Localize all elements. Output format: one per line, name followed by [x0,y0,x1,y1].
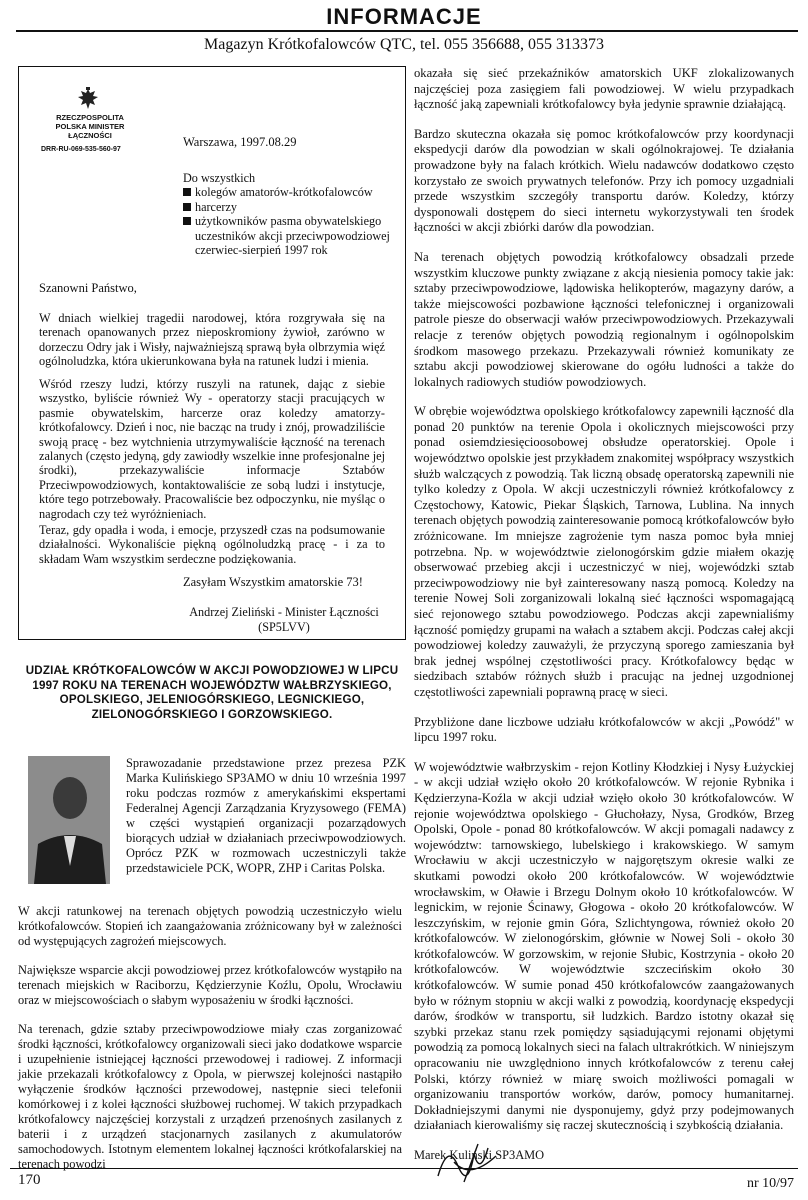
article-paragraph: Na terenach, gdzie sztaby przeciwpowodziowe miały czas zorganizować środki łączności, krótkofalowcy organizowali sieci jako dodatkowe wsparcie i uzupełnienie istniejącej łączności przewodowej i radiowej. Z informacji jakie przekazali krótkofalowcy z Opola, w pierwszej kolejności nastąpiło wyłączenie środków łączności przewodowej, następnie sieci telefonii komórkowej i z kolei łączności służbowej ruchomej. W takich przypadkach krótkofalowcy najczęściej korzystali z urządzeń przenośnych zasilanych z baterii i z urządzeń stacjonarnych zasilanych z akumulatorów samochodowych. Istotnym elementem lokalnej łączności krótkofalarskiej na terenach powodzi [18,1022,402,1172]
right-column [414,66,794,1164]
author-signature-text: Marek Kuliński SP3AMO [414,1148,545,1162]
article-paragraph: Bardzo skuteczna okazała się pomoc krótkofalowców przy koordynacji ekspedycji darów dla powodzian w skali ogólnokrajowej. Te działania prowadzone były na falach krótkich. Wielu nadawców dodatkowo często korzystało ze swoich prywatnych telefonów. Przy ich pomocy uzgadniali przede wszystkim szczegóły transportu darów. Koledzy, którzy dysponowali dostępem do sieci internetu wykorzystywali ten środek łączności w akcji zbiórki darów dla powodzian. [414,126,794,235]
letter-greeting: Szanowni Państwo, [39,281,137,295]
bullet-icon [183,203,191,211]
article-paragraph: okazała się sieć przekaźników amatorskich UKF zlokalizowanych najczęściej poza zasięgiem fali powodziowej. W wielu przypadkach łączność jaką zapewniali krótkofalowcy była jedynie sprawnie działającą. [414,66,794,112]
author-signature [414,1148,794,1164]
addressee-intro: Do wszystkich [183,171,256,185]
portrait-icon [28,756,110,884]
article-title: UDZIAŁ KRÓTKOFALOWCÓW W AKCJI POWODZIOWEJ W LIPCU 1997 ROKU NA TERENACH WOJEWÓDZTW WAŁBRZYSKIEGO, OPOLSKIEGO, JELENIOGÓRSKIEGO, LEGNICKIEGO, ZIELONOGÓRSKIEGO I GORZOWSKIEGO. [25,664,399,721]
article-paragraph: W akcji ratunkowej na terenach objętych powodzią uczestniczyło wielu krótkofalowców. Stopień ich zaangażowania zróżnicowany był w zależności od występujących zagrożeń miejscowych. [18,904,402,949]
section-title: INFORMACJE [326,4,482,29]
article-paragraph: Na terenach objętych powodzią krótkofalowcy obsadzali przede wszystkim kluczowe punkty związane z akcją niesienia pomocy takie jak: sztaby przeciwpowodziowe, lądowiska helikopterów, magazyny darów, a także miejscowości pozbawione łączności telefonicznej i organizowali patrole piesze do obserwacji wałów przeciwpowodziowych. Przekazywali relacje z terenów objętych powodzią regionalnym i ogólnopolskim środkom masowego przekazu. Przekazywali również komunikaty ze sztabu akcji powodziowej skierowane do ogółu ludności a także do lokalnych radiowych studiów powodziowych. [414,249,794,389]
intro-row [18,756,406,884]
article-paragraph: Przybliżone dane liczbowe udziału krótkofalowców w akcji „Powódź" w lipcu 1997 roku. [414,714,794,745]
letter-paragraph: W dniach wielkiej tragedii narodowej, która rozgrywała się na terenach opanowanych przez nieposkromiony żywioł, zarówno w dorzeczu Odry jak i Wisły, najważniejszą sprawą była olbrzymia więź ogólnoludzka, która ukierunkowana była na ratunek ludzi i mienia. [39,311,385,369]
ministry-header: RZECZPOSPOLITA POLSKA MINISTER ŁĄCZNOŚCI [55,113,125,140]
handwritten-signature-icon [434,1136,504,1188]
signature-name: Andrzej Zieliński - Minister Łączności [189,605,379,619]
recipient-text: kolegów amatorów-krótkofalowców [195,185,373,200]
recipient-text: użytkowników pasma obywatelskiego uczestników akcji przeciwpowodziowej czerwiec-sierpień 1997 rok [195,214,390,258]
bullet-icon [183,188,191,196]
author-photo [28,756,110,884]
left-column [18,66,406,1186]
article-paragraph: W województwie wałbrzyskim - rejon Kotliny Kłodzkiej i Nysy Łużyckiej - w akcji udział wzięło około 20 krótkofalowców. W rejonie Rybnika i Kędzierzyna-Koźla w akcji udział wzięło około 30 krótkofalowców. W rejonie województwa opolskiego - Głuchołazy, Nysa, Grodków, Brzeg Opolski, Opole - ponad 80 krótkofalowców. W akcji pomagali nadawcy z województw: tarnowskiego, lubelskiego i krakowskiego. W samym Wrocławiu w akcji uczestniczyło w najgorętszym okresie walki ze skutkami powodzi około 200 krótkofalowców. W województwie wrocławskim, w Oławie i Brzegu Dolnym około 10 krótkofalowców. W legnickim, w rejonie Ścinawy, Głogowa - około 20 krótkofalowców. W leszczyńskim, w rejonie gmin Góra, Szlichtyngowa, również około 20 krótkofalowców. W zielonogórskim, głównie w Nowej Soli - około 30 krótkofalowców. W gorzowskim, w rejonie Słubic, Kostrzynia - około 20 krótkofalowców. W województwie szczecińskim około 30 krótkofalowców. W sumie ponad 450 krótkofalowców zaangażowanych było w różnym stopniu w akcji walki z powodzią, koordynację ekspedycji darów, środków w transportu, sił ludzkich. Bardzo istotny okazał się szybki przekaz stanu rzek pomiędzy sąsiadującymi rejonami objętymi powodzią za pomocą lokalnych sieci na falach ultrakrótkich. W niniejszym opracowaniu nie uwzględniono innych krótkofalowców z terenu całej Polski, którzy również w miarę swoich możliwości pomagali w organizowaniu transportów worków, darów, pomocy humanitarnej. Dokładniejszymi danymi nie dysponujemy, gdyż przy podejmowanych działaniach kierowaliśmy się raczej skutecznością i szybkością działania. [414,759,794,1133]
recipient-item [183,185,393,199]
signature-callsign: (SP5LVV) [258,620,310,634]
issue-number: nr 10/97 [746,1176,794,1191]
recipient-text: harcerzy [195,199,237,214]
recipient-item [183,214,393,257]
letter-date: Warszawa, 1997.08.29 [183,135,297,149]
magazine-contact-line: Magazyn Krótkofalowców QTC, tel. 055 356688, 055 313373 [204,36,604,53]
article-body-left [18,904,402,1172]
article-paragraph: Największe wsparcie akcji powodziowej przez krótkofalowców wystąpiło na terenach miejskich w Raciborzu, Kędzierzynie Koźlu, Opolu, Wrocławiu oraz w miejscowościach o słabym wyposażeniu w środki łączności. [18,963,402,1008]
letter-paragraph: Teraz, gdy opadła i woda, i emocje, przyszedł czas na podsumowanie działalności. Wykonaliście piękną ogólnoludzką pracę - i za to składam Wam wszystkim serdeczne podziękowania. [39,523,385,566]
letter-closing: Zasyłam Wszystkim amatorskie 73! [183,575,363,589]
recipient-item [183,200,393,214]
letter-signature [169,605,399,635]
article-paragraph: W obrębie województwa opolskiego krótkofalowcy zapewnili łączność dla ponad 20 punktów na terenie Opola i okolicznych miejscowości przy ponad osiemdziesięcioosobowej obsłudze operatorskiej. Opole i województwo opolskie jest przykładem znakomitej współpracy wszystkich służb walczących z powodzią. Tak liczną obsadę operatorską zapewnili nie tylko koledzy z Opola. W akcji uczestniczyli również krótkofalowcy z Częstochowy, Katowic, Piekar Śląskich, Tarnowa, Lublina. Na innych terenach objętych powodzią zainteresowanie pomocą krótkofalowców było zróżnicowane. Im mniejsze zagrożenie tym nasza pomoc była mniej potrzebna. Np. w województwie zielonogórskim gdzie miałem okazję obserwować przebieg akcji i uczestniczyć w niej, wojewódzki sztab przeciwpowodziowy nie był zainteresowany naszą pomocą. Koledzy na terenie Nowej Soli zorganizowali lokalną sieć łączności wspomagającą sieć rejonowego sztabu powodziowego. Podczas akcji zapewnialiśmy łączność pomiędzy grupami na wałach a sztabem akcji. Podczas całej akcji powodziowej koledzy zauważyli, że przyczyną sporego zamieszania był brak jednej wspólnej częstotliwości pracy. Krótkofalowcy będąc w siedzibach sztabów różnych służb i pracując na jednej uzgodnionej częstotliwości zapewniali poprawną pracę w sieci. [414,404,794,699]
letter-paragraph: Wśród rzeszy ludzi, którzy ruszyli na ratunek, dając z siebie wszystko, byliście również Wy - operatorzy stacji pracujących w pasmie obywatelskim, harcerze oraz koledzy amatorzy-krótkofalowcy. Dzień i noc, nie bacząc na trudy i znój, prowadziliście swoją pracę - bez wytchnienia utrzymywaliście łączność na terenach zalanych (często jedyną, gdy zawiodły wszelkie inne profesjonalne jej środki), przekazywaliście informacje Sztabów Przeciwpowodziowych, kontaktowaliście ze sobą ludzi i instytucje, które tego potrzebowały. Pracowaliście bez odpoczynku, nie myśląc o nagrodach czy też wyróżnieniach. [39,377,385,521]
article-intro: Sprawozadanie przedstawione przez prezesa PZK Marka Kulińskiego SP3AMO w dniu 10 września 1997 roku podczas rozmów z amerykańskimi ekspertami Federalnej Agencji Zarządzania Kryzysowego (FEMA) w części wystąpień organizacji pozarządowych biorących udział w działaniach przeciwpowodziowych. Oprócz PZK w rozmowach uczestniczyli także przedstawiciele PCK, WOPR, ZHP i Caritas Polska. [126,756,406,876]
eagle-emblem-icon [75,87,101,113]
addressee-block [183,171,393,257]
reference-number: DRR-RU-069-535-560-97 [41,146,121,153]
bullet-icon [183,217,191,225]
minister-letter [18,66,406,640]
header-rule [16,30,798,32]
footer-rule [10,1168,798,1169]
page-number: 170 [18,1172,41,1188]
